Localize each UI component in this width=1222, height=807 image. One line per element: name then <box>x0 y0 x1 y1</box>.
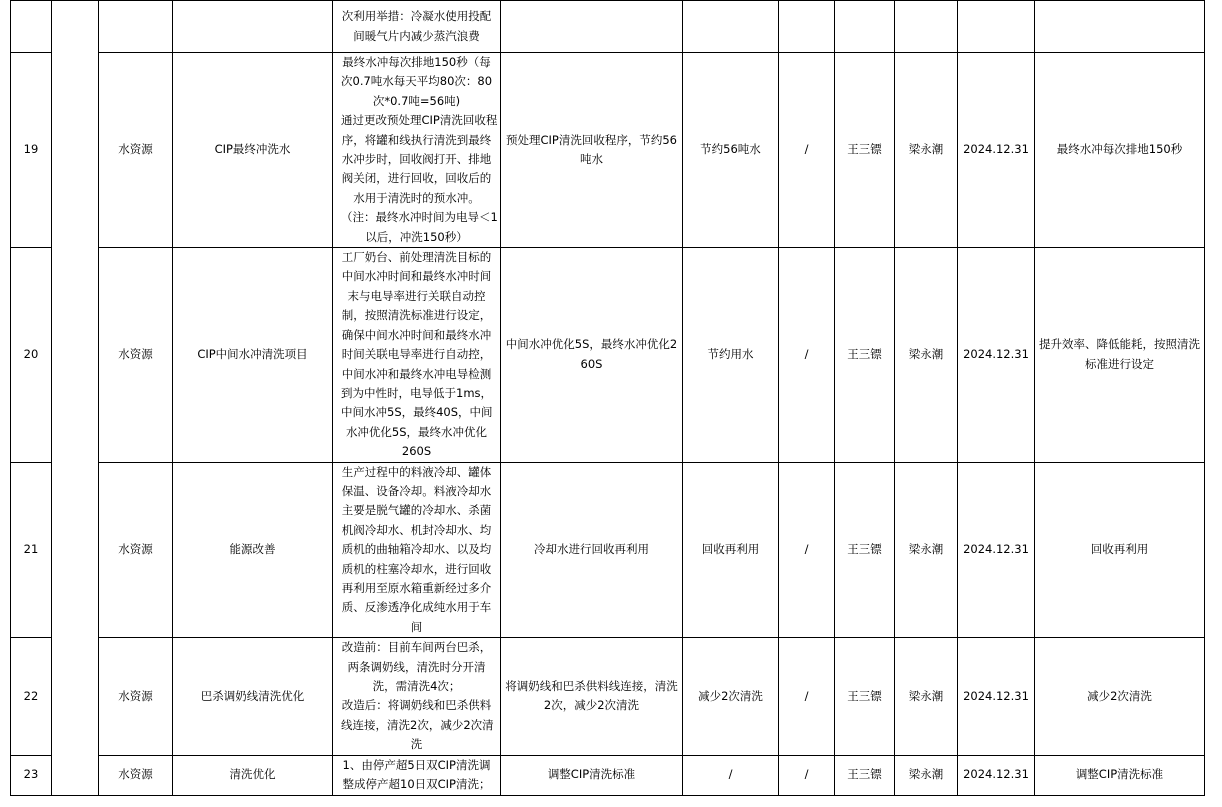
cell-method <box>333 1 501 53</box>
cell-group <box>52 1 99 796</box>
method-line: 次0.7吨水每天平均80次：80 <box>341 74 493 89</box>
method-line: 末与电导率进行关联自动控 <box>347 288 486 303</box>
method-line: 确保中间水冲时间和最终水冲 <box>341 327 492 342</box>
cell-measure: 调整CIP清洗标准 <box>501 755 683 795</box>
cell-investment: / <box>779 462 835 638</box>
cell-supervisor: 梁永潮 <box>895 755 958 795</box>
table-row <box>11 638 1205 755</box>
method-line: 质机的柱塞冷却水，进行回收 <box>341 561 492 576</box>
cell-no: 22 <box>11 638 52 755</box>
cell-category: 水资源 <box>99 755 173 795</box>
cell-effect: 节约用水 <box>683 248 779 462</box>
cell-effect: 减少2次清洗 <box>683 638 779 755</box>
method-line: 水冲步时，回收阀打开、排地 <box>341 152 492 167</box>
cell-category: 水资源 <box>99 638 173 755</box>
cell-owner: 王三镖 <box>835 53 895 248</box>
method-line: 间暖气片内减少蒸汽浪费 <box>353 28 480 43</box>
method-line: 水用于清洗时的预水冲。 <box>353 190 480 205</box>
cell-deadline: 2024.12.31 <box>958 755 1035 795</box>
table-row <box>11 1 1205 53</box>
method-line: 整成停产超10日双CIP清洗； <box>342 777 491 792</box>
cell-category: 水资源 <box>99 462 173 638</box>
cell-project: 清洗优化 <box>173 755 333 795</box>
cell-investment <box>779 1 835 53</box>
method-line: 线连接，清洗2次，减少2次清 <box>341 717 494 732</box>
table-row <box>11 462 1205 638</box>
method-line: 次利用举措：冷凝水使用投配 <box>341 9 492 24</box>
cell-owner: 王三镖 <box>835 248 895 462</box>
cell-investment: / <box>779 53 835 248</box>
method-line: 1、由停产超5日双CIP清洗调 <box>342 757 491 772</box>
cell-remark: 提升效率、降低能耗，按照清洗标准进行设定 <box>1035 248 1205 462</box>
cell-deadline <box>958 1 1035 53</box>
method-line: 次*0.7吨=56吨) <box>372 93 461 108</box>
cell-investment: / <box>779 638 835 755</box>
method-line: 通过更改预处理CIP清洗回收程 <box>341 113 498 128</box>
cell-deadline: 2024.12.31 <box>958 53 1035 248</box>
cell-owner: 王三镖 <box>835 462 895 638</box>
cell-no: 21 <box>11 462 52 638</box>
cell-owner <box>835 1 895 53</box>
cell-owner: 王三镖 <box>835 755 895 795</box>
cell-remark <box>1035 1 1205 53</box>
method-line: 间 <box>410 619 423 634</box>
cell-category: 水资源 <box>99 53 173 248</box>
method-line: 到为中性时，电导低于1ms， <box>341 385 493 400</box>
cell-method <box>333 755 501 795</box>
cell-remark: 回收再利用 <box>1035 462 1205 638</box>
method-line: 制，按照清洗标准进行设定， <box>341 308 492 323</box>
cell-effect: 回收再利用 <box>683 462 779 638</box>
cell-method <box>333 638 501 755</box>
cell-supervisor <box>895 1 958 53</box>
cell-measure: 将调奶线和巴杀供料线连接，清洗2次，减少2次清洗 <box>501 638 683 755</box>
cell-supervisor: 梁永潮 <box>895 248 958 462</box>
cell-project <box>173 1 333 53</box>
cell-investment: / <box>779 248 835 462</box>
cell-category <box>99 1 173 53</box>
cell-method <box>333 462 501 638</box>
cell-measure: 预处理CIP清洗回收程序，节约56吨水 <box>501 53 683 248</box>
method-line: 机阀冷却水、机封冷却水、均 <box>341 522 492 537</box>
cell-no: 19 <box>11 53 52 248</box>
method-line: 中间水冲时间和最终水冲时间 <box>341 269 492 284</box>
cell-supervisor: 梁永潮 <box>895 462 958 638</box>
cell-effect: 节约56吨水 <box>683 53 779 248</box>
table-row <box>11 755 1205 795</box>
cell-measure: 冷却水进行回收再利用 <box>501 462 683 638</box>
method-line: 再利用至原水箱重新经过多介 <box>341 580 492 595</box>
method-line: 260S <box>401 444 432 459</box>
cell-category: 水资源 <box>99 248 173 462</box>
water-measures-table <box>10 0 1205 796</box>
cell-remark: 减少2次清洗 <box>1035 638 1205 755</box>
method-line: 主要是脱气罐的冷却水、杀菌 <box>341 503 492 518</box>
method-line: 洗，需清洗4次； <box>372 679 461 693</box>
method-line: 阀关闭，进行回收，回收后的 <box>341 171 492 186</box>
method-line: 水冲优化5S，最终水冲优化 <box>345 424 488 439</box>
method-line: 工厂奶台、前处理清洗目标的 <box>341 250 492 265</box>
cell-supervisor: 梁永潮 <box>895 638 958 755</box>
cell-no: 20 <box>11 248 52 462</box>
cell-project: 能源改善 <box>173 462 333 638</box>
cell-project: CIP最终冲洗水 <box>173 53 333 248</box>
cell-project: 巴杀调奶线清洗优化 <box>173 638 333 755</box>
cell-method <box>333 248 501 462</box>
method-line: 保温、设备冷却。料液冷却水 <box>341 483 492 498</box>
cell-project: CIP中间水冲清洗项目 <box>173 248 333 462</box>
table-row <box>11 248 1205 462</box>
method-line: 序，将罐和线执行清洗到最终 <box>341 132 492 147</box>
cell-deadline: 2024.12.31 <box>958 638 1035 755</box>
cell-measure <box>501 1 683 53</box>
cell-no <box>11 1 52 53</box>
method-line: 洗 <box>410 737 423 752</box>
cell-effect: / <box>683 755 779 795</box>
method-line: （注：最终水冲时间为电导＜1 <box>341 210 498 225</box>
cell-investment: / <box>779 755 835 795</box>
method-line: 生产过程中的料液冷却、罐体 <box>341 464 492 479</box>
cell-owner: 王三镖 <box>835 638 895 755</box>
method-line: 两条调奶线，清洗时分开清 <box>347 659 486 674</box>
method-line: 最终水冲每次排地150秒（每 <box>342 55 491 69</box>
cell-measure: 中间水冲优化5S，最终水冲优化260S <box>501 248 683 462</box>
method-line: 中间水冲和最终水冲电导检测 <box>341 366 492 381</box>
method-line: 质机的曲轴箱冷却水、以及均 <box>341 542 492 557</box>
cell-no: 23 <box>11 755 52 795</box>
method-line: 时间关联电导率进行自动控， <box>341 347 492 362</box>
cell-effect <box>683 1 779 53</box>
table-row <box>11 53 1205 248</box>
cell-remark: 调整CIP清洗标准 <box>1035 755 1205 795</box>
method-line: 改造前：目前车间两台巴杀， <box>341 640 492 655</box>
cell-method <box>333 53 501 248</box>
method-line: 改造后：将调奶线和巴杀供料 <box>341 698 492 713</box>
cell-deadline: 2024.12.31 <box>958 462 1035 638</box>
method-line: 质、反渗透净化成纯水用于车 <box>341 600 492 615</box>
method-line: 中间水冲5S，最终40S，中间 <box>341 405 493 420</box>
cell-supervisor: 梁永潮 <box>895 53 958 248</box>
method-line: 以后，冲洗150秒） <box>365 229 468 244</box>
cell-deadline: 2024.12.31 <box>958 248 1035 462</box>
cell-remark: 最终水冲每次排地150秒 <box>1035 53 1205 248</box>
